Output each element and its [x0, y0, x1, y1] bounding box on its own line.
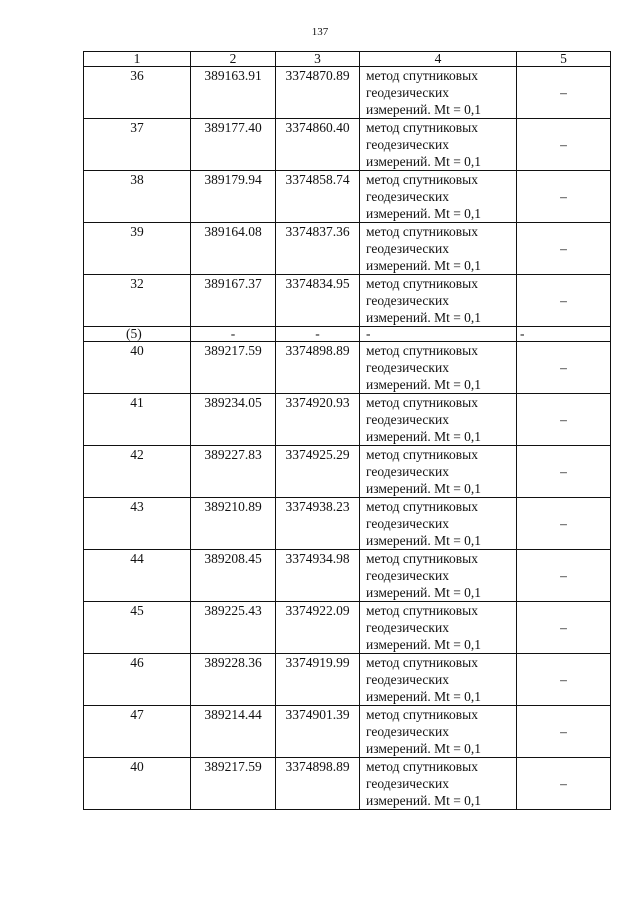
note-cell: – — [517, 654, 611, 706]
header-cell-4: 4 — [360, 52, 517, 67]
point-number-cell: 44 — [84, 550, 191, 602]
x-coordinate-cell: 389210.89 — [191, 498, 276, 550]
note-cell: – — [517, 275, 611, 327]
method-line: измерений. Mt = 0,1 — [366, 206, 482, 221]
x-coordinate-cell: 389234.05 — [191, 394, 276, 446]
method-line: метод спутниковых — [366, 120, 478, 135]
x-coordinate-cell: 389164.08 — [191, 223, 276, 275]
point-number-cell: 40 — [84, 342, 191, 394]
note-cell: – — [517, 550, 611, 602]
table-row — [84, 550, 611, 602]
point-number-cell: 46 — [84, 654, 191, 706]
header-cell-3: 3 — [276, 52, 360, 67]
note-cell: – — [517, 342, 611, 394]
method-line: метод спутниковых — [366, 276, 478, 291]
table-row — [84, 119, 611, 171]
y-coordinate-cell: 3374858.74 — [276, 171, 360, 223]
method-line: геодезических — [366, 241, 449, 256]
x-coordinate-cell: 389225.43 — [191, 602, 276, 654]
method-line: геодезических — [366, 464, 449, 479]
method-cell — [360, 327, 517, 342]
table-row — [84, 602, 611, 654]
method-line: измерений. Mt = 0,1 — [366, 258, 482, 273]
x-coordinate-cell: 389227.83 — [191, 446, 276, 498]
method-line: измерений. Mt = 0,1 — [366, 741, 482, 756]
method-line: метод спутниковых — [366, 603, 478, 618]
x-coordinate-cell: 389214.44 — [191, 706, 276, 758]
table-row — [84, 275, 611, 327]
method-line: измерений. Mt = 0,1 — [366, 102, 482, 117]
method-line: метод спутниковых — [366, 343, 478, 358]
point-number-cell: 38 — [84, 171, 191, 223]
table-row — [84, 327, 611, 342]
header-cell-1: 1 — [84, 52, 191, 67]
header-cell-5: 5 — [517, 52, 611, 67]
note-cell: – — [517, 758, 611, 810]
method-line: геодезических — [366, 516, 449, 531]
table-row — [84, 498, 611, 550]
y-coordinate-cell: 3374922.09 — [276, 602, 360, 654]
method-cell — [360, 171, 517, 223]
y-coordinate-cell: 3374837.36 — [276, 223, 360, 275]
method-line: метод спутниковых — [366, 759, 478, 774]
point-number-cell: 32 — [84, 275, 191, 327]
table-header — [84, 52, 611, 67]
point-number-cell: 37 — [84, 119, 191, 171]
point-number-cell: (5) — [84, 327, 191, 342]
table-body — [84, 67, 611, 810]
method-cell — [360, 275, 517, 327]
method-cell — [360, 498, 517, 550]
header-cell-2: 2 — [191, 52, 276, 67]
table-row — [84, 394, 611, 446]
note-cell: – — [517, 394, 611, 446]
y-coordinate-cell: 3374898.89 — [276, 342, 360, 394]
y-coordinate-cell: 3374920.93 — [276, 394, 360, 446]
method-line: геодезических — [366, 672, 449, 687]
method-line: метод спутниковых — [366, 655, 478, 670]
method-cell — [360, 119, 517, 171]
point-number-cell: 42 — [84, 446, 191, 498]
x-coordinate-cell: 389167.37 — [191, 275, 276, 327]
method-cell — [360, 654, 517, 706]
table-row — [84, 171, 611, 223]
x-coordinate-cell: 389228.36 — [191, 654, 276, 706]
method-cell — [360, 550, 517, 602]
point-number-cell: 41 — [84, 394, 191, 446]
method-line: измерений. Mt = 0,1 — [366, 533, 482, 548]
method-line: геодезических — [366, 724, 449, 739]
x-coordinate-cell: 389177.40 — [191, 119, 276, 171]
method-line: геодезических — [366, 360, 449, 375]
point-number-cell: 43 — [84, 498, 191, 550]
y-coordinate-cell: 3374834.95 — [276, 275, 360, 327]
note-cell: – — [517, 446, 611, 498]
method-cell — [360, 706, 517, 758]
note-cell: – — [517, 602, 611, 654]
method-line: метод спутниковых — [366, 707, 478, 722]
method-line: измерений. Mt = 0,1 — [366, 429, 482, 444]
method-cell — [360, 394, 517, 446]
x-coordinate-cell: 389163.91 — [191, 67, 276, 119]
method-line: геодезических — [366, 189, 449, 204]
method-line: геодезических — [366, 85, 449, 100]
x-coordinate-cell: 389217.59 — [191, 342, 276, 394]
note-cell: – — [517, 223, 611, 275]
method-line: измерений. Mt = 0,1 — [366, 481, 482, 496]
point-number-cell: 36 — [84, 67, 191, 119]
point-number-cell: 39 — [84, 223, 191, 275]
method-cell — [360, 602, 517, 654]
method-line: метод спутниковых — [366, 499, 478, 514]
table-row — [84, 706, 611, 758]
method-line: - — [366, 326, 371, 341]
table-row — [84, 67, 611, 119]
method-line: геодезических — [366, 568, 449, 583]
method-line: измерений. Mt = 0,1 — [366, 154, 482, 169]
method-line: геодезических — [366, 293, 449, 308]
table-row — [84, 223, 611, 275]
method-cell — [360, 67, 517, 119]
method-line: метод спутниковых — [366, 551, 478, 566]
method-line: метод спутниковых — [366, 224, 478, 239]
y-coordinate-cell: 3374938.23 — [276, 498, 360, 550]
note-cell: – — [517, 119, 611, 171]
method-line: геодезических — [366, 137, 449, 152]
method-cell — [360, 223, 517, 275]
method-line: измерений. Mt = 0,1 — [366, 377, 482, 392]
page-number: 137 — [311, 26, 329, 38]
y-coordinate-cell: 3374901.39 — [276, 706, 360, 758]
note-cell: - — [517, 327, 611, 342]
method-line: метод спутниковых — [366, 395, 478, 410]
x-coordinate-cell: - — [191, 327, 276, 342]
method-cell — [360, 342, 517, 394]
y-coordinate-cell: 3374934.98 — [276, 550, 360, 602]
method-cell — [360, 758, 517, 810]
y-coordinate-cell: 3374925.29 — [276, 446, 360, 498]
note-cell: – — [517, 498, 611, 550]
y-coordinate-cell: - — [276, 327, 360, 342]
method-cell — [360, 446, 517, 498]
method-line: метод спутниковых — [366, 172, 478, 187]
note-cell: – — [517, 67, 611, 119]
y-coordinate-cell: 3374860.40 — [276, 119, 360, 171]
x-coordinate-cell: 389179.94 — [191, 171, 276, 223]
method-line: геодезических — [366, 620, 449, 635]
x-coordinate-cell: 389208.45 — [191, 550, 276, 602]
y-coordinate-cell: 3374870.89 — [276, 67, 360, 119]
table-row — [84, 342, 611, 394]
table-row — [84, 758, 611, 810]
y-coordinate-cell: 3374919.99 — [276, 654, 360, 706]
method-line: измерений. Mt = 0,1 — [366, 637, 482, 652]
method-line: метод спутниковых — [366, 68, 478, 83]
method-line: измерений. Mt = 0,1 — [366, 310, 482, 325]
note-cell: – — [517, 706, 611, 758]
point-number-cell: 47 — [84, 706, 191, 758]
table-row — [84, 654, 611, 706]
method-line: измерений. Mt = 0,1 — [366, 689, 482, 704]
x-coordinate-cell: 389217.59 — [191, 758, 276, 810]
y-coordinate-cell: 3374898.89 — [276, 758, 360, 810]
table-row — [84, 446, 611, 498]
method-line: геодезических — [366, 776, 449, 791]
method-line: измерений. Mt = 0,1 — [366, 793, 482, 808]
method-line: измерений. Mt = 0,1 — [366, 585, 482, 600]
coordinates-table — [83, 51, 611, 810]
method-line: метод спутниковых — [366, 447, 478, 462]
point-number-cell: 45 — [84, 602, 191, 654]
point-number-cell: 40 — [84, 758, 191, 810]
header-row — [84, 52, 611, 67]
method-line: геодезических — [366, 412, 449, 427]
note-cell: – — [517, 171, 611, 223]
